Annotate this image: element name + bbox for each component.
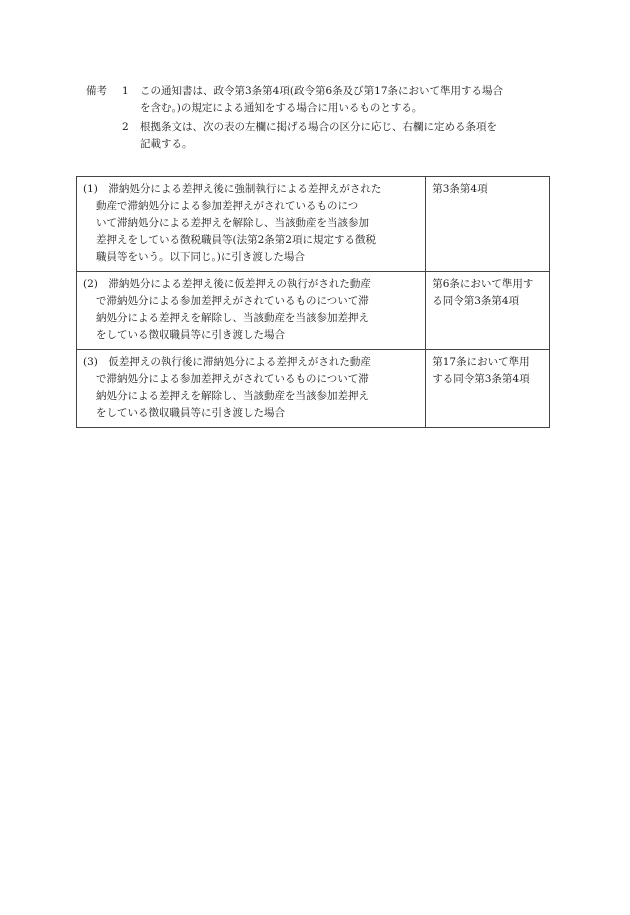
case-line: 納処分による差押えを解除し、当該動産を当該参加差押え <box>96 390 369 402</box>
basis-table <box>76 176 550 428</box>
article-line: る同令第3条第4項 <box>432 295 520 307</box>
case-line: (1) 滞納処分による差押え後に強制執行による差押えがされた <box>83 183 382 195</box>
case-line: 動産で滞納処分による参加差押えがされているものにつ <box>96 200 359 212</box>
case-cell <box>77 272 426 350</box>
table-row <box>77 350 550 428</box>
note-line: 記載する。 <box>140 138 193 150</box>
note-line: この通知書は、政令第3条第4項(政令第6条及び第17条において準用する場合 <box>140 85 503 97</box>
note-line: 根拠条文は、次の表の左欄に掲げる場合の区分に応じ、右欄に定める条項を <box>140 121 497 133</box>
case-line: をしている徴収職員等に引き渡した場合 <box>96 407 285 419</box>
article-cell <box>426 272 550 350</box>
case-cell <box>77 350 426 428</box>
case-line: いて滞納処分による差押えを解除し、当該動産を当該参加 <box>96 217 369 229</box>
article-line: 第3条第4項 <box>432 183 488 195</box>
case-line: (3) 仮差押えの執行後に滞納処分による差押えがされた動産 <box>83 356 371 368</box>
note-item-2 <box>86 119 556 153</box>
note-number: 1 <box>122 85 129 97</box>
article-line: する同令第3条第4項 <box>432 373 530 385</box>
table-row <box>77 272 550 350</box>
case-line: 差押えをしている徴税職員等(法第2条第2項に規定する徴税 <box>96 234 376 246</box>
notes-section <box>86 83 556 155</box>
case-line: をしている徴収職員等に引き渡した場合 <box>96 329 285 341</box>
note-text <box>140 83 556 117</box>
case-cell <box>77 177 426 272</box>
article-cell <box>426 177 550 272</box>
article-cell <box>426 350 550 428</box>
note-line: を含む。)の規定による通知をする場合に用いるものとする。 <box>140 102 423 114</box>
table-row <box>77 177 550 272</box>
case-line: (2) 滞納処分による差押え後に仮差押えの執行がされた動産 <box>83 278 371 290</box>
case-line: で滞納処分による参加差押えがされているものについて滞 <box>96 373 369 385</box>
notes-label: 備考 <box>86 85 107 97</box>
case-line: 納処分による差押えを解除し、当該動産を当該参加差押え <box>96 312 369 324</box>
note-number: 2 <box>122 121 129 133</box>
note-item-1 <box>86 83 556 117</box>
article-line: 第17条において準用 <box>432 356 530 368</box>
case-line: で滞納処分による参加差押えがされているものについて滞 <box>96 295 369 307</box>
case-line: 職員等をいう。以下同じ。)に引き渡した場合 <box>96 251 305 263</box>
article-line: 第6条において準用す <box>432 278 534 290</box>
note-text <box>140 119 556 153</box>
